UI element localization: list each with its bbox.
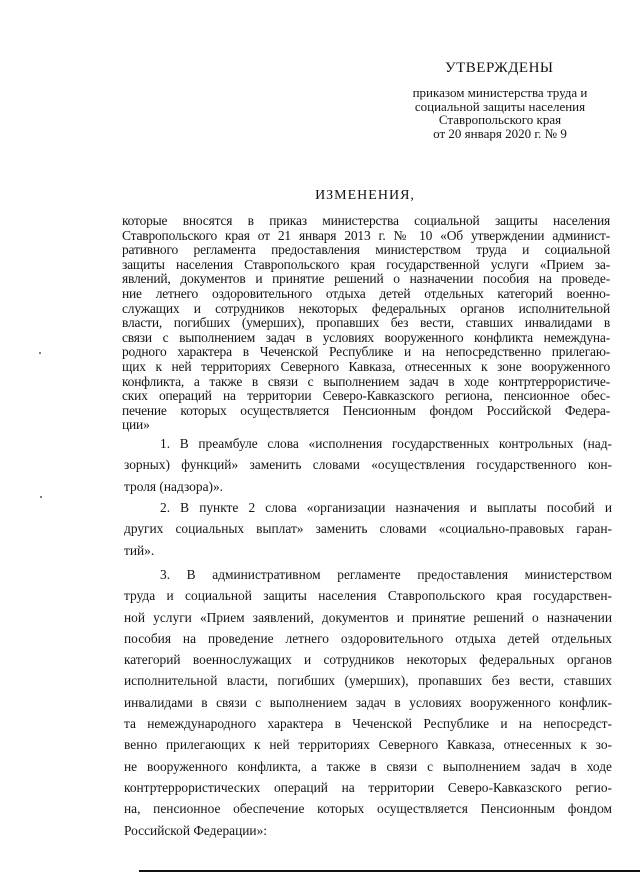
intro-line: явлений, документов и принятие решений о назначении пособия на проведе- (122, 271, 610, 287)
intro-line: ции» (122, 417, 150, 433)
intro-line: ние летнего оздоровительного отдыха детей отдельных категорий военно- (122, 285, 610, 301)
item-line: Российской Федерации»: (124, 822, 267, 838)
item-line: ной услуги «Прием заявлений, документов и принятие решений о назначении (124, 609, 612, 625)
intro-line: которые вносятся в приказ министерства социальной защиты населения (122, 213, 610, 228)
item-line: категорий военнослужащих и сотрудников некоторых федеральных органов (124, 652, 612, 668)
approved-heading: УТВЕРЖДЕНЫ (445, 60, 554, 76)
intro-line: родного характера в Чеченской Республике и на непосредственно прилегаю- (122, 344, 610, 360)
intro-line: защиты населения Ставропольского края государственной услуги «Прием за- (122, 256, 610, 272)
item-line: 1. В преамбуле слова «исполнения государственных контрольных (над- (160, 436, 612, 451)
approval-line: приказом министерства труда и (412, 85, 588, 100)
intro-line: Ставропольского края от 21 января 2013 г. № 10 «Об утверждении админист- (122, 227, 610, 243)
bottom-rule (139, 870, 640, 872)
amendment-item-1 (124, 433, 612, 497)
item-line: 2. В пункте 2 слова «организации назначения и выплаты пособий и (160, 500, 612, 515)
approval-line: от 20 января 2020 г. № 9 (433, 125, 567, 141)
item-line: венно прилегающих к ней территориях Северного Кавказа, отнесенных к зо- (124, 737, 612, 753)
item-line: 3. В административном регламенте предоставления министерством (160, 567, 612, 582)
item-line: та немеждународного характера в Чеченской Республике и на непосредст- (124, 716, 612, 732)
intro-line: ских операций на территории Северо-Кавказского региона, пенсионное обес- (122, 388, 610, 404)
approval-block (380, 86, 620, 140)
amendment-item-2 (124, 497, 612, 561)
item-line: других социальных выплат» заменить словами «социально-правовых гаран- (124, 521, 612, 537)
approval-line: социальной защиты населения (414, 98, 586, 114)
item-line: тий». (124, 542, 155, 558)
item-line: троля (надзора)». (124, 478, 224, 494)
item-line: исполнительной власти, погибших (умерших), пропавших без вести, ставших (124, 673, 612, 689)
item-line: инвалидами в связи с выполнением задач в условиях вооруженного конфлик- (124, 694, 612, 710)
margin-mark (39, 352, 41, 354)
intro-line: власти, погибших (умерших), пропавших без вести, ставших инвалидами в (122, 315, 610, 331)
approval-line: Ставропольского края (438, 112, 562, 127)
item-line: зорных) функций» заменить словами «осуществления государственного кон- (124, 457, 612, 473)
item-line: на, пенсионное обеспечение которых осуществляется Пенсионным фондом (124, 801, 612, 817)
item-line: не вооруженного конфликта, а также в связи с выполнением задач в ходе (124, 758, 612, 774)
amendment-item-3 (124, 564, 612, 841)
document-title: ИЗМЕНЕНИЯ, (315, 188, 415, 203)
intro-line: ративного регламента предоставления министерством труда и социальной (122, 242, 610, 258)
item-line: контртеррористических операций на территории Северо-Кавказского регио- (124, 779, 612, 795)
intro-paragraph (122, 214, 610, 433)
intro-line: служащих и сотрудников некоторых федеральных органов исполнительной (122, 300, 610, 316)
intro-line: связи с выполнением задач в условиях вооруженного конфликта немеждуна- (122, 329, 610, 345)
intro-line: конфликта, а также в связи с выполнением задач в ходе контртеррористиче- (122, 373, 610, 389)
item-line: пособия на проведение летнего оздоровительного отдыха детей отдельных (124, 630, 612, 646)
item-line: труда и социальной защиты населения Ставропольского края государствен- (124, 588, 612, 604)
intro-line: щих к ней территориях Северного Кавказа, отнесенных к зоне вооруженного (122, 358, 610, 374)
margin-mark (40, 496, 42, 498)
intro-line: печение которых осуществляется Пенсионным фондом Российской Федера- (122, 402, 610, 418)
